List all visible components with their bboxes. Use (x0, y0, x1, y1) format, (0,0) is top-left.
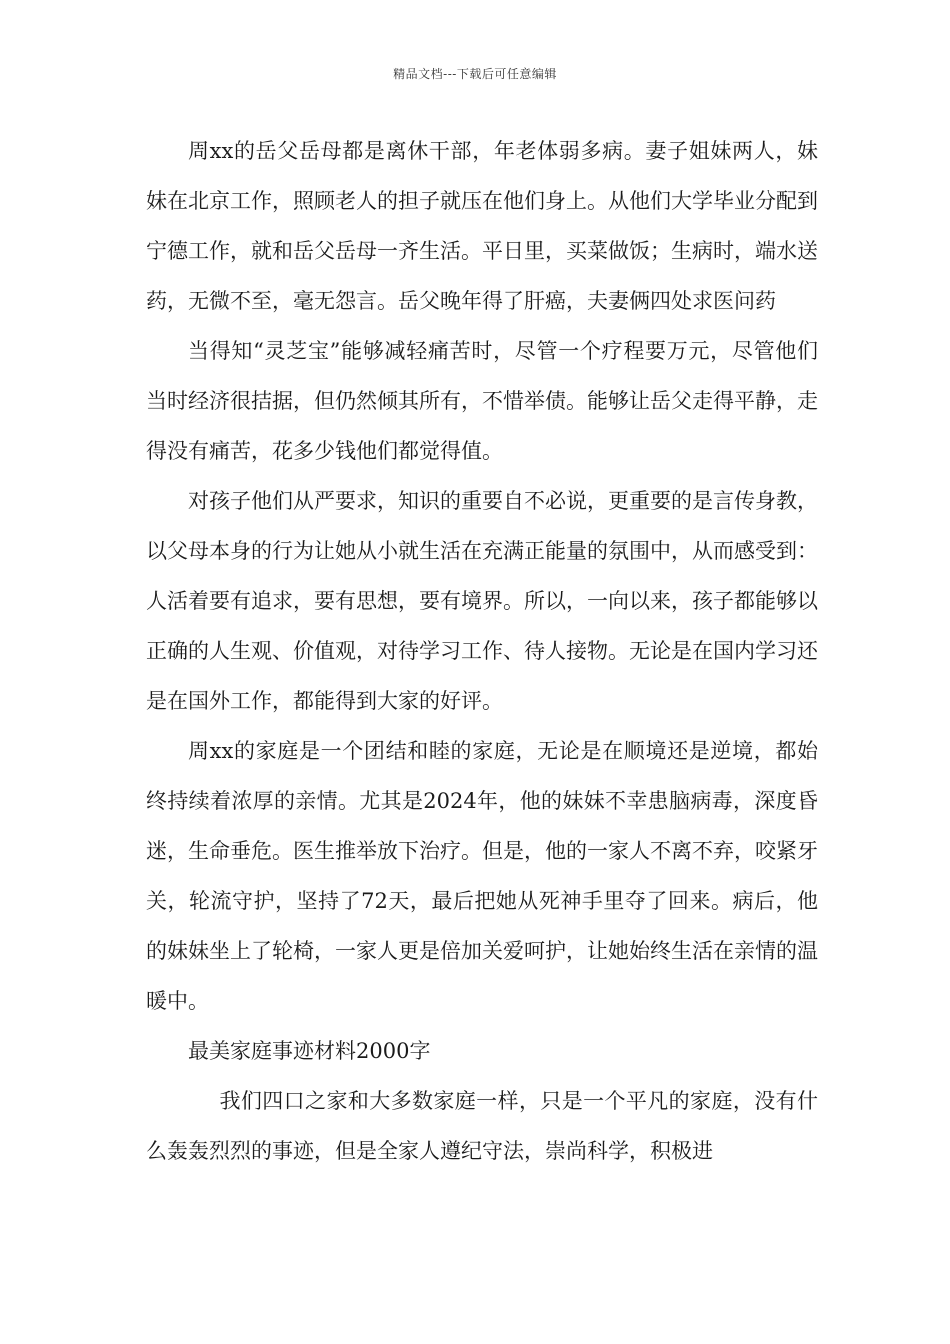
paragraph-child-education: 对孩子他们从严要求，知识的重要自不必说，更重要的是言传身教，以父母本身的行为让她从小就生活在充满正能量的氛围中，从而感受到：人活着要有追求，要有思想，要有境界。所以，一向以来，孩子都能够以正确的人生观、价值观，对待学习工作、待人接物。无论是在国内学习还是在国外工作，都能得到大家的好评。 (146, 489, 818, 713)
document-body (146, 126, 818, 1176)
paragraph-four-person-family: 我们四口之家和大多数家庭一样，只是一个平凡的家庭，没有什么轰轰烈烈的事迹，但是全家人遵纪守法，崇尚科学，积极进 (146, 1089, 818, 1163)
page-header: 精品文档---下载后可任意编辑 (393, 67, 557, 81)
section-heading: 最美家庭事迹材料2000字 (188, 1039, 431, 1063)
paragraph-in-law-care: 周xx的岳父岳母都是离休干部，年老体弱多病。妻子姐妹两人，妹妹在北京工作，照顾老人的担子就压在他们身上。从他们大学毕业分配到宁德工作，就和岳父岳母一齐生活。平日里，买菜做饭；生病时，端水送药，无微不至，毫无怨言。岳父晚年得了肝癌，夫妻俩四处求医问药 (146, 139, 818, 313)
paragraph-family-harmony: 周xx的家庭是一个团结和睦的家庭，无论是在顺境还是逆境，都始终持续着浓厚的亲情。尤其是2024年，他的妹妹不幸患脑病毒，深度昏迷，生命垂危。医生推举放下治疗。但是，他的一家人不离不弃，咬紧牙关，轮流守护，坚持了72天，最后把她从死神手里夺了回来。病后，他的妹妹坐上了轮椅，一家人更是倍加关爱呵护，让她始终生活在亲情的温暖中。 (146, 739, 818, 1013)
paragraph-lingzhi-treatment: 当得知“灵芝宝”能够减轻痛苦时，尽管一个疗程要万元，尽管他们当时经济很拮据，但仍然倾其所有，不惜举债。能够让岳父走得平静，走得没有痛苦，花多少钱他们都觉得值。 (146, 339, 818, 463)
